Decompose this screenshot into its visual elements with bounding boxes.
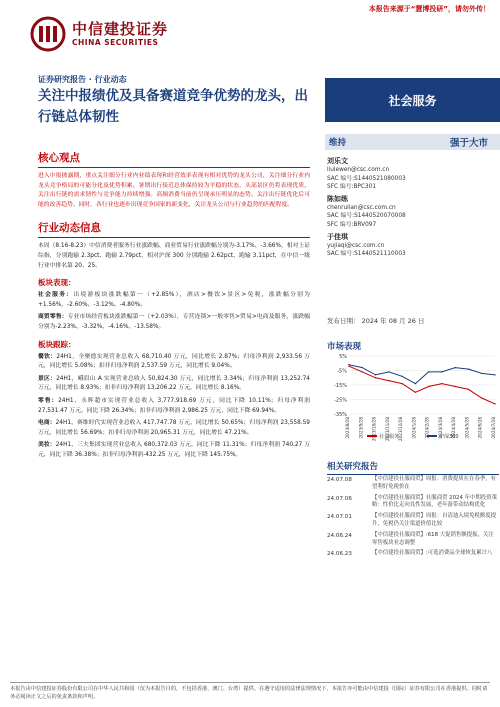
- x-tick-label: 2024/6/28: [477, 417, 483, 439]
- brand-mark-icon: [30, 16, 66, 52]
- source-notice: 本报告来源于“慧博投研”，请勿外传！: [368, 5, 490, 13]
- market-performance-chart: [327, 352, 499, 442]
- data-point: [348, 365, 349, 366]
- data-point: [494, 403, 495, 404]
- x-tick-label: 2024/5/28: [464, 417, 470, 439]
- data-point: [454, 367, 455, 368]
- rating-label: 维持: [329, 138, 347, 148]
- x-tick-label: 2024/7/28: [491, 417, 496, 439]
- data-point: [454, 386, 455, 387]
- data-point: [362, 367, 363, 368]
- tracking-item: 美妆：24H1，三夫集团实现营业总收入 680,372.03 万元，同比下降 11.31%；归母净利润 740.27 万元，同比下降 36.38%；扣非归母净利润-432.25 万元，同比下降 145.75%。: [38, 442, 310, 458]
- sector-name: 社会服务: [388, 93, 437, 108]
- sector-performance-title: 板块表现：: [38, 278, 76, 288]
- analyst-name: 刘乐文: [327, 157, 348, 165]
- data-point: [441, 371, 442, 372]
- tracking-title: 板块跟踪：: [38, 339, 76, 349]
- rating-value: 强于大市: [449, 138, 488, 149]
- related-report-item[interactable]: [327, 550, 499, 558]
- data-point: [468, 368, 469, 369]
- data-point: [481, 373, 482, 374]
- related-report-item[interactable]: [327, 476, 499, 492]
- related-report-title[interactable]: 【中信建投社服商贸】:可选消费品全球恢复累计八: [372, 550, 493, 557]
- tracking-item: 景区：24H1，峨眉山 A 实现营业总收入 50,824.30 万元，同比增长 3.34%；归母净利润 13,252.74 万元，同比增长 8.93%；扣非归母净利润 13,206.22 万元，同比增长 8.16%。: [38, 375, 310, 392]
- analyst-sac: SAC 编号:S1440521080003: [327, 175, 406, 182]
- data-point: [401, 376, 402, 377]
- data-point: [415, 383, 416, 384]
- data-point: [415, 392, 416, 393]
- data-point: [375, 374, 376, 375]
- related-report-date: 24.07.01: [327, 514, 352, 521]
- analyst-sac: SAC 编号:S1440521110003: [327, 251, 406, 258]
- data-point: [441, 383, 442, 384]
- report-category: 证券研究报告 · 行业动态: [38, 75, 127, 84]
- y-tick-label: -15%: [334, 383, 347, 389]
- related-report-item[interactable]: [327, 513, 499, 529]
- y-tick-label: 5%: [339, 354, 347, 360]
- rating-bar: [325, 134, 500, 150]
- related-report-date: 24.07.08: [327, 477, 352, 483]
- related-report-item[interactable]: [327, 495, 499, 511]
- analyst-card: [327, 194, 497, 230]
- analyst-sac: SAC 编号:S1440520070008: [327, 213, 406, 220]
- related-report-title[interactable]: 【中信建投社服商贸】周报：消费提质在在春季，有望利好免税价在: [372, 476, 496, 490]
- related-report-date: 24.07.06: [327, 495, 352, 502]
- data-point: [348, 364, 349, 365]
- x-tick-label: 2024/1/28: [411, 417, 417, 439]
- analyst-name: 于佳琪: [327, 232, 348, 241]
- sector-banner: [325, 78, 500, 122]
- data-point: [375, 377, 376, 378]
- related-reports-title: 相关研究报告: [327, 460, 499, 475]
- brand-logo: [30, 16, 190, 56]
- data-point: [481, 397, 482, 398]
- x-tick-label: 2023/11/28: [384, 417, 390, 442]
- dynamics-title: 行业动态信息: [38, 220, 310, 238]
- disclaimer-footer: 本报告由中信建投证券股份有限公司在中华人民共和国（仅为本报告目的，不包括香港、澳门、台湾）提供。在遵守适用的法律法规情况下，本报告亦可能由中信建投（国际）证券有限公司在香港提供。同时请务必阅读正文之后的免责条款和声明。: [10, 682, 490, 701]
- x-tick-label: 2024/3/28: [437, 417, 443, 439]
- data-point: [362, 371, 363, 372]
- analyst-email[interactable]: chenrulian@csc.com.cn: [327, 204, 396, 211]
- data-point: [494, 374, 495, 375]
- x-tick-label: 2023/9/28: [358, 417, 364, 439]
- data-point: [428, 386, 429, 387]
- y-tick-label: -35%: [334, 412, 347, 418]
- publish-date: 发布日期： 2024 年 08 月 26 日: [327, 317, 425, 325]
- core-view-text: 进入中报披露期，重点关注细分行业内业绩表现和经营效率表现有相对优势的龙头公司，关注细分行业内龙头竞争格局的可能分化及优势积累。暑期出行接近总体保持较为平稳的状态，头部景区仍将表现优质，关注出行链的需求韧性与竞争能力持续增强。高频消费当前仍呈现承压明显的态势。关注出行链优化后可能的改善趋势。同时，各行业也逐步出现竞争国家的新变化，关注龙头公司与行业趋势的匹配程度。: [38, 173, 310, 208]
- tracking-item: 电商：24H1，赛维时代实现营业总收入 417,747.78 万元，同比增长 50.65%；归母净利润 23,558.59 万元，同比增长 56.69%；扣非归母净利润 20,965.31 万元，同比增长 47.21%。: [38, 420, 310, 436]
- brand-name-cn: 中信建投证券: [72, 20, 169, 38]
- related-report-date: 24.06.23: [327, 551, 352, 558]
- dynamics-text: 本周（8.16-8.23）中信消费者服务行业涨跌幅、商业贸易行业涨跌幅分别为-3.17%、-3.66%，相对上证综指，分别跑输 2.3pct、跑输 2.79pct，相对沪深 300 分别跑输 2.62pct、跑输 3.11pct，在中信一级行业中排名第 20、25。: [38, 243, 310, 269]
- analyst-sfc: SFC 编号:BPC301: [327, 184, 377, 191]
- series-line: [349, 365, 495, 384]
- x-tick-label: 2023/8/28: [345, 417, 350, 439]
- sector-performance-item: 商贸零售：专业市场经营板块涨跌幅第一（+2.03%），专营连锁>一般零售>贸易>电商及服务，涨跌幅分别为-2.23%、-3.32%、-4.16%、-13.58%。: [38, 314, 310, 330]
- report-headline: 关注中报绩优及具备赛道竞争优势的龙头，出行链总体韧性: [38, 88, 308, 125]
- data-point: [388, 380, 389, 381]
- data-point: [428, 371, 429, 372]
- related-report-date: 24.06.24: [327, 532, 352, 539]
- y-tick-label: -5%: [337, 368, 347, 375]
- core-view-title: 核心观点: [38, 150, 310, 168]
- tracking-item: 零售：24H1，永辉超市实现营业总收入 3,777,918.69 万元，同比下降 10.11%；归母净利润 27,531.47 万元，同比下降 26.34%；扣非归母净利润 2,986.25 万元，同比下降 69.94%。: [38, 397, 310, 414]
- related-report-item[interactable]: [327, 532, 499, 548]
- analyst-card: [327, 156, 497, 192]
- analyst-email[interactable]: liulewen@csc.com.cn: [327, 167, 390, 173]
- market-performance-title: 市场表现: [327, 342, 362, 352]
- brand-name-en: CHINA SECURITIES: [72, 38, 159, 47]
- data-point: [468, 389, 469, 390]
- tracking-item: 餐饮：24H1，全聚德实现营业总收入 68,710.40 万元，同比增长 2.87%；归母净利润 2,933.56 万元，同比增长 5.08%；扣非归母净利润 2,537.59 万元，同比增长 9.04%。: [38, 353, 310, 370]
- analyst-name: 陈如练: [327, 194, 348, 203]
- x-tick-label: 2023/12/28: [398, 417, 404, 442]
- related-report-title[interactable]: 【中信建投社服商贸】:618 大促销售额提振，关注零售板块业态调整: [372, 531, 494, 546]
- related-reports-list: [327, 476, 499, 561]
- x-tick-label: 2024/4/28: [451, 417, 457, 439]
- related-report-title[interactable]: 【中信建投社服商贸】周报：自清迪入境免税额度提升，免税仍关注渠道价值比较: [372, 513, 496, 527]
- data-point: [401, 383, 402, 384]
- legend-label: 沪深300: [439, 434, 459, 440]
- analyst-card: [327, 232, 497, 259]
- main-column: [38, 150, 310, 463]
- legend-label: 社会服务: [379, 434, 400, 440]
- x-tick-label: 2023/10/28: [371, 417, 377, 442]
- x-tick-label: 2024/2/28: [424, 417, 430, 439]
- analyst-email[interactable]: yujiaqi@csc.com.cn: [327, 242, 385, 249]
- y-tick-label: -25%: [334, 397, 347, 404]
- analyst-list: [327, 154, 497, 259]
- related-report-title[interactable]: 【中信建投社服商贸】社服商贸 2024 年中期投资策略：性价比走向良性发展，老年游带动结构优化: [372, 494, 497, 509]
- sector-performance-item: 社会服务：出境游板块涨跌幅第一（+2.85%），酒店>餐饮>景区>免税，涨跌幅分别为+1.56%、-2.60%、-3.12%、-4.80%。: [38, 292, 310, 308]
- data-point: [388, 371, 389, 372]
- analyst-sfc: SFC 编号:BRV097: [327, 221, 377, 228]
